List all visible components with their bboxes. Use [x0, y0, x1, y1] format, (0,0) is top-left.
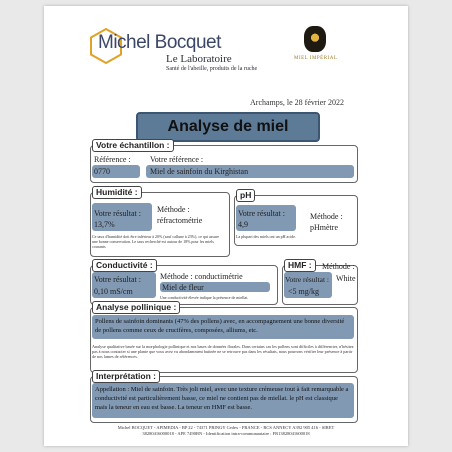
hmf-result-label: Votre résultat : — [285, 275, 330, 284]
reference-value: 0770 — [94, 167, 110, 176]
hmf-method-label: Méthode : — [322, 262, 355, 271]
interpretation-text: Appellation : Miel de sainfoin. Très joli miel, avec une texture crémeuse tout à fait remarquable a conductivité est particulièrement basse, ce miel ne contient pas de miellat. le pH est classique mais la teneur en eau est basse. La teneur en HMF est basse. — [95, 386, 349, 411]
your-reference-label: Votre référence : — [150, 155, 204, 164]
humidity-section-label: Humidité : — [92, 186, 142, 199]
pollen-section-label: Analyse pollinique : — [92, 301, 180, 314]
brand-name: Michel Bocquet — [98, 32, 221, 53]
humidity-note: Ce taux d'humidité doit être inférieur à 20% (sauf callune à 23%), ce qui assure une bonne conservation. Le taux recherché est autour de 18% pour les miels courants — [92, 234, 220, 249]
ph-method-label: Méthode : — [310, 212, 343, 221]
hmf-method-value: White — [336, 274, 356, 283]
conductivity-note: Une conductivité élevée indique la présence de miellat. — [160, 295, 249, 300]
lab-name: Le Laboratoire — [166, 53, 232, 65]
bee-emblem-icon — [304, 26, 326, 52]
ph-section-label: pH — [236, 189, 255, 202]
hmf-section-label: HMF : — [284, 259, 316, 272]
footer-line-2: 38280416000018 - APE 7490BN - Identification intra-communautaire : FR13828041600018 — [142, 431, 310, 436]
pollen-result-text: Pollens de sainfoin dominants (47% des pollens) avec, en accompagnement une bonne diversité de pollens comme ceux de crucifères, composées, alliums, etc. — [95, 318, 345, 334]
ph-method-value: pHmètre — [310, 223, 338, 232]
ph-result-value: 4,9 — [238, 220, 248, 229]
conductivity-result-value: 0,10 mS/cm — [94, 287, 133, 296]
conductivity-method-label: Méthode : conductimétrie — [160, 272, 243, 281]
conductivity-method-value: Miel de fleur — [162, 283, 204, 292]
humidity-method-value: réfractométrie — [157, 216, 203, 225]
lab-tagline: Santé de l'abeille, produits de la ruche — [166, 66, 258, 72]
page-title: Analyse de miel — [136, 112, 320, 142]
document-page — [44, 6, 408, 446]
document-date: Archamps, le 28 février 2022 — [250, 98, 344, 107]
ph-result-label: Votre résultat : — [238, 209, 285, 218]
reference-label: Référence : — [94, 155, 131, 164]
interpretation-section-label: Interprétation : — [92, 370, 160, 383]
footer-line-1: Michel BOCQUET - APIMEDIA - BP 22 - 74371 PRINGY Cedex - FRANCE - RCS ANNECY A392 905 416 - SIRET — [117, 425, 335, 430]
hmf-result-value: <5 mg/kg — [288, 287, 319, 296]
humidity-method-label: Méthode : — [157, 205, 190, 214]
conductivity-result-label: Votre résultat : — [94, 275, 141, 284]
ph-note: La plupart des miels ont un pH acide. — [236, 234, 296, 239]
partner-name: MIEL IMPÉRIAL — [294, 56, 338, 61]
your-reference-value: Miel de sainfoin du Kirghistan — [150, 167, 249, 176]
pollen-note: Analyse qualitative basée sur la morphologie pollinique et nos bases de données florales. Dans certains cas les pollens sont difficiles à différencier, n'hésitez pas à nous contacter si une plante que vous avez vu abondamment butinée ne se retrouve pas dans les résultats, nous pourrons vérifier leur présence à partir de nos lames de références. — [92, 344, 354, 359]
conductivity-section-label: Conductivité : — [92, 259, 157, 272]
sample-section-label: Votre échantillon : — [92, 139, 174, 152]
humidity-result-value: 13,7% — [94, 220, 115, 229]
humidity-result-label: Votre résultat : — [94, 209, 141, 218]
